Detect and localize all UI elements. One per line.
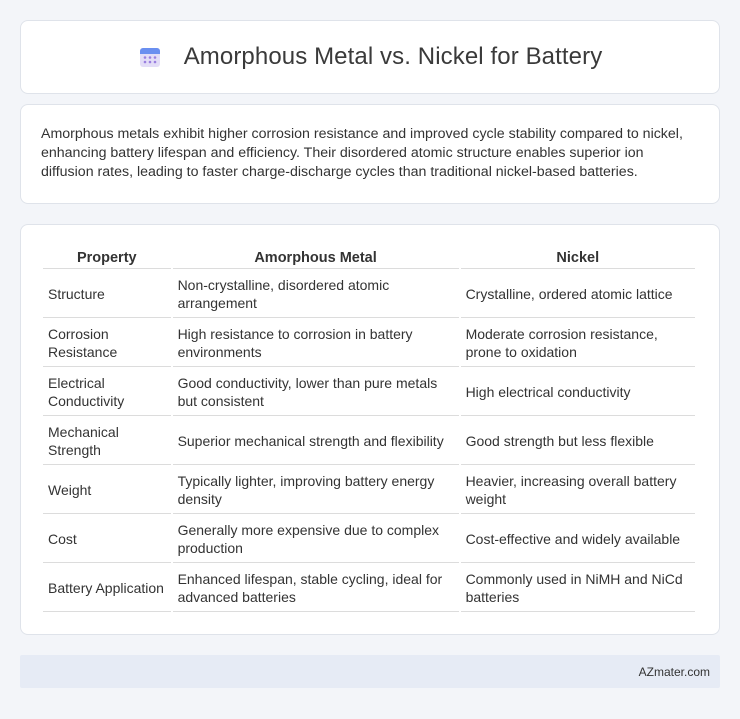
- comparison-table: [41, 245, 697, 614]
- cell-nickel: High electrical conductivity: [461, 369, 695, 416]
- cell-amorphous: Enhanced lifespan, stable cycling, ideal for advanced batteries: [173, 565, 459, 612]
- footer-bar: [20, 655, 720, 688]
- table-row: [43, 320, 695, 367]
- cell-property: Mechanical Strength: [43, 418, 171, 465]
- cell-amorphous: Superior mechanical strength and flexibility: [173, 418, 459, 465]
- comparison-table-card: [20, 224, 720, 635]
- cell-nickel: Moderate corrosion resistance, prone to oxidation: [461, 320, 695, 367]
- cell-property: Structure: [43, 271, 171, 318]
- header-property: Property: [43, 247, 171, 269]
- cell-nickel: Good strength but less flexible: [461, 418, 695, 465]
- table-header-row: [43, 247, 695, 269]
- cell-amorphous: Non-crystalline, disordered atomic arrangement: [173, 271, 459, 318]
- header-nickel: Nickel: [461, 247, 695, 269]
- summary-text: Amorphous metals exhibit higher corrosion resistance and improved cycle stability compared to nickel, enhancing battery lifespan and efficiency. Their disordered atomic structure enables superior ion diffusion rates, leading to faster charge-discharge cycles than traditional nickel-based batteries.: [41, 126, 683, 180]
- cell-nickel: Crystalline, ordered atomic lattice: [461, 271, 695, 318]
- cell-amorphous: High resistance to corrosion in battery environments: [173, 320, 459, 367]
- cell-nickel: Cost-effective and widely available: [461, 516, 695, 563]
- cell-property: Cost: [43, 516, 171, 563]
- table-row: [43, 565, 695, 612]
- summary-card: [20, 104, 720, 204]
- cell-property: Electrical Conductivity: [43, 369, 171, 416]
- table-row: [43, 271, 695, 318]
- title-card: [20, 20, 720, 94]
- page-title: Amorphous Metal vs. Nickel for Battery: [183, 43, 603, 70]
- table-row: [43, 467, 695, 514]
- cell-amorphous: Generally more expensive due to complex production: [173, 516, 459, 563]
- header-amorphous-metal: Amorphous Metal: [173, 247, 459, 269]
- footer-brand: AZmater.com: [638, 664, 710, 679]
- cell-property: Weight: [43, 467, 171, 514]
- cell-nickel: Commonly used in NiMH and NiCd batteries: [461, 565, 695, 612]
- cell-nickel: Heavier, increasing overall battery weight: [461, 467, 695, 514]
- cell-property: Corrosion Resistance: [43, 320, 171, 367]
- cell-amorphous: Good conductivity, lower than pure metals but consistent: [173, 369, 459, 416]
- table-row: [43, 516, 695, 563]
- calendar-icon: [138, 45, 162, 69]
- cell-amorphous: Typically lighter, improving battery energy density: [173, 467, 459, 514]
- table-row: [43, 418, 695, 465]
- table-row: [43, 369, 695, 416]
- cell-property: Battery Application: [43, 565, 171, 612]
